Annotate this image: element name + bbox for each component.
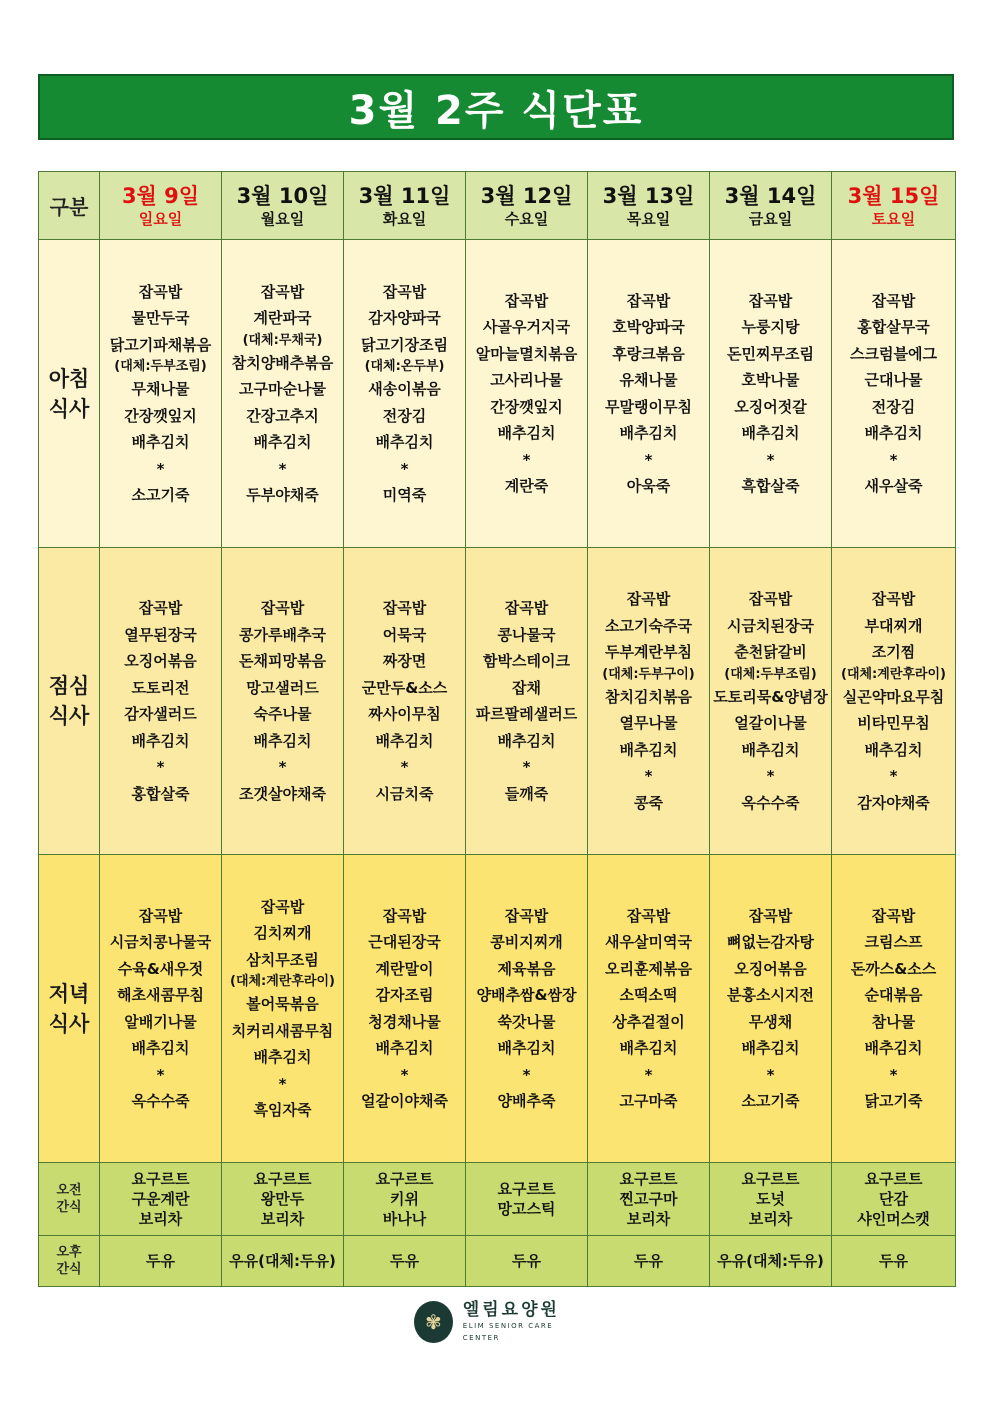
day-weekday: 토요일 <box>871 209 916 228</box>
menu-item: 배추김치 <box>131 731 190 750</box>
snack-label <box>39 1163 100 1236</box>
menu-item: 홍합살무국 <box>857 318 930 336</box>
snack-item: 요구르트 <box>741 1170 800 1188</box>
snack-item: 도넛 <box>756 1190 785 1208</box>
menu-item: 잡곡밥 <box>260 599 305 617</box>
menu-item: 알배기나물 <box>124 1012 197 1031</box>
day-date: 3월 13일 <box>602 183 695 208</box>
day-date: 3월 14일 <box>724 183 817 208</box>
menu-item: 호박양파국 <box>612 318 685 336</box>
menu-item: 잡곡밥 <box>138 906 183 925</box>
snack-cell <box>222 1163 344 1236</box>
menu-item: 배추김치 <box>864 424 923 442</box>
menu-item: * <box>644 767 653 785</box>
menu-item: * <box>889 767 898 785</box>
snack-cell <box>710 1163 832 1236</box>
logo <box>414 1301 584 1343</box>
breakfast-row <box>39 240 956 548</box>
menu-item: 배추김치 <box>375 731 434 750</box>
menu-cell <box>588 240 710 548</box>
menu-item: 볼어묵볶음 <box>246 995 319 1013</box>
menu-item: 콩나물국 <box>497 625 556 644</box>
menu-item: 무말랭이무침 <box>605 397 692 416</box>
snack-item: 찐고구마 <box>619 1190 678 1208</box>
menu-item: 숙주나물 <box>253 705 312 723</box>
menu-item: * <box>766 767 775 785</box>
day-header <box>222 172 344 240</box>
day-weekday: 화요일 <box>382 209 427 228</box>
snack-item: 구운계란 <box>131 1190 190 1208</box>
menu-item: * <box>644 1065 653 1084</box>
menu-cell <box>466 855 588 1163</box>
menu-item: 얼갈이나물 <box>734 714 807 732</box>
menu-item: 닭고기죽 <box>864 1092 923 1110</box>
menu-item: 오징어젓갈 <box>734 397 807 416</box>
menu-cell <box>100 240 222 548</box>
logo-name-ko: 엘림요양원 <box>462 1300 560 1320</box>
menu-item: 고구마순나물 <box>239 380 326 398</box>
snack-item: 단감 <box>879 1190 908 1208</box>
menu-item: 해초새콤무침 <box>117 986 204 1004</box>
menu-item: 잡곡밥 <box>748 590 793 608</box>
menu-item: 시금치된장국 <box>727 616 814 635</box>
menu-item: 콩죽 <box>634 793 663 812</box>
meal-label <box>39 240 100 548</box>
day-date: 3월 11일 <box>358 183 451 208</box>
menu-item: * <box>156 1065 165 1084</box>
menu-item: 부대찌개 <box>864 616 923 635</box>
day-weekday: 수요일 <box>504 209 549 228</box>
menu-item: * <box>156 758 165 776</box>
menu-item: 고구마죽 <box>619 1092 678 1110</box>
menu-item: 감자조림 <box>375 986 434 1004</box>
menu-item: 닭고기장조림 <box>361 335 448 354</box>
menu-item: * <box>278 459 287 478</box>
day-date: 3월 9일 <box>121 183 200 208</box>
menu-item: * <box>522 1065 531 1084</box>
dinner-row <box>39 855 956 1163</box>
page-title: 3월 2주 식단표 <box>348 87 644 134</box>
menu-item: 배추김치 <box>741 1039 800 1057</box>
menu-item: 도토리묵&양념장 <box>713 687 828 706</box>
menu-item: 돈채피망볶음 <box>239 652 326 670</box>
snack-cell <box>222 1236 344 1287</box>
snack-cell <box>466 1163 588 1236</box>
menu-item: 전장김 <box>382 406 427 425</box>
menu-item: 잡곡밥 <box>382 282 427 301</box>
menu-item: 소고기죽 <box>131 486 190 504</box>
menu-item: 옥수수죽 <box>131 1092 190 1110</box>
menu-cell <box>832 548 956 855</box>
menu-item: 오징어볶음 <box>734 959 807 978</box>
menu-item: (대체:무채국) <box>242 332 323 348</box>
menu-cell <box>588 855 710 1163</box>
menu-item: 돈민찌무조림 <box>727 344 814 363</box>
menu-item: 배추김치 <box>741 424 800 442</box>
menu-item: 분홍소시지전 <box>727 986 814 1004</box>
menu-item: 흑합살죽 <box>741 477 800 495</box>
menu-item: 계란파국 <box>253 309 312 327</box>
logo-name-en: ELIM SENIOR CARE CENTER <box>462 1322 554 1342</box>
snack-item: 두유 <box>146 1251 175 1270</box>
menu-item: 크림스프 <box>864 933 923 951</box>
menu-cell <box>222 855 344 1163</box>
menu-item: 비타민무침 <box>857 714 930 732</box>
menu-item: 옥수수죽 <box>741 793 800 812</box>
menu-item: 배추김치 <box>864 740 923 759</box>
menu-item: (대체:계란후라이) <box>841 666 946 682</box>
menu-item: 김치찌개 <box>253 924 312 942</box>
menu-item: 감자샐러드 <box>124 705 197 723</box>
menu-item: 배추김치 <box>497 1039 556 1057</box>
menu-item: 참나물 <box>871 1012 916 1031</box>
day-date: 3월 15일 <box>847 183 940 208</box>
snack-label-top: 오후 <box>56 1245 82 1260</box>
menu-item: 배추김치 <box>497 731 556 750</box>
meal-label-bottom: 식사 <box>48 1011 90 1036</box>
meal-label <box>39 855 100 1163</box>
menu-item: 시금치죽 <box>375 784 434 803</box>
menu-item: 홍합살죽 <box>131 784 190 803</box>
menu-item: 잡곡밥 <box>138 599 183 617</box>
snack-item: 바나나 <box>382 1210 427 1228</box>
menu-item: 아욱죽 <box>626 477 671 495</box>
menu-item: 배추김치 <box>497 424 556 442</box>
menu-cell <box>588 548 710 855</box>
menu-item: * <box>522 758 531 776</box>
menu-cell <box>222 240 344 548</box>
menu-item: 어묵국 <box>382 625 427 644</box>
menu-item: 잡곡밥 <box>504 599 549 617</box>
menu-item: 오리훈제볶음 <box>605 959 692 978</box>
menu-item: * <box>156 459 165 478</box>
menu-item: 무생채 <box>748 1012 793 1031</box>
menu-item: 뼈없는감자탕 <box>727 933 814 951</box>
menu-cell <box>100 855 222 1163</box>
snack-label <box>39 1236 100 1287</box>
menu-item: 계란말이 <box>375 959 434 978</box>
menu-item: 감자양파국 <box>368 309 441 327</box>
header-label: 구분 <box>39 172 100 240</box>
snack-cell <box>832 1236 956 1287</box>
menu-item: 닭고기파채볶음 <box>109 335 212 354</box>
snack-item: 요구르트 <box>375 1170 434 1188</box>
menu-item: 잡곡밥 <box>871 291 916 310</box>
menu-item: 청경채나물 <box>368 1012 441 1031</box>
menu-item: * <box>400 459 409 478</box>
snack-item: 우유(대체:두유) <box>229 1251 336 1270</box>
menu-item: 근대나물 <box>864 371 923 389</box>
menu-item: 물만두국 <box>131 309 190 327</box>
menu-item: 배추김치 <box>253 731 312 750</box>
menu-item: 간장고추지 <box>246 406 319 425</box>
menu-item: 실곤약마요무침 <box>842 687 945 706</box>
menu-item: 배추김치 <box>619 1039 678 1057</box>
menu-item: (대체:두부구이) <box>602 666 695 682</box>
menu-item: 잡곡밥 <box>871 590 916 608</box>
snack-cell <box>832 1163 956 1236</box>
snack-cell <box>344 1163 466 1236</box>
menu-item: 잡곡밥 <box>748 906 793 925</box>
day-weekday: 금요일 <box>748 209 793 228</box>
menu-item: 돈까스&소스 <box>850 959 937 978</box>
menu-item: 망고샐러드 <box>246 678 319 697</box>
snack-item: 보리차 <box>626 1210 671 1228</box>
menu-item: * <box>766 1065 775 1084</box>
lunch-row <box>39 548 956 855</box>
meal-label-bottom: 식사 <box>48 396 90 421</box>
menu-item: * <box>400 758 409 776</box>
am-snack-row <box>39 1163 956 1236</box>
menu-item: 콩비지찌개 <box>490 933 563 951</box>
menu-item: 간장깻잎지 <box>124 406 197 425</box>
day-header <box>344 172 466 240</box>
menu-item: 배추김치 <box>131 1039 190 1057</box>
snack-item: 요구르트 <box>131 1170 190 1188</box>
wheat-icon: ✾ <box>414 1301 453 1343</box>
menu-item: 누룽지탕 <box>741 318 800 336</box>
menu-item: (대체:두부조림) <box>114 359 207 374</box>
day-weekday: 일요일 <box>138 209 183 228</box>
menu-item: 순대볶음 <box>864 986 923 1004</box>
menu-item: 짜사이무침 <box>368 705 441 723</box>
menu-item: * <box>278 1074 287 1093</box>
menu-item: 수육&새우젓 <box>117 959 204 978</box>
menu-item: 잡곡밥 <box>504 906 549 925</box>
header-row <box>39 172 956 240</box>
menu-cell <box>344 855 466 1163</box>
menu-cell <box>344 548 466 855</box>
day-header <box>832 172 956 240</box>
snack-item: 보리차 <box>260 1210 305 1228</box>
menu-item: 잡곡밥 <box>382 599 427 617</box>
menu-item: 스크럼블에그 <box>850 344 937 363</box>
menu-item: 잡곡밥 <box>626 590 671 608</box>
menu-item: 배추김치 <box>619 740 678 759</box>
menu-item: 잡곡밥 <box>626 906 671 925</box>
menu-item: 전장김 <box>871 397 916 416</box>
snack-label-bottom: 간식 <box>56 1200 82 1215</box>
menu-item: 조기찜 <box>871 643 916 661</box>
title-bar <box>38 74 954 140</box>
menu-cell <box>832 855 956 1163</box>
day-weekday: 월요일 <box>260 209 305 228</box>
menu-item: 감자야채죽 <box>857 793 930 812</box>
menu-cell <box>222 548 344 855</box>
snack-cell <box>466 1236 588 1287</box>
menu-item: 잡곡밥 <box>504 291 549 310</box>
menu-item: 배추김치 <box>864 1039 923 1057</box>
menu-item: 두부계란부침 <box>605 643 692 661</box>
day-header <box>466 172 588 240</box>
menu-item: (대체:계란후라이) <box>230 974 335 989</box>
snack-item: 키위 <box>390 1190 419 1208</box>
snack-label-top: 오전 <box>56 1183 82 1198</box>
menu-item: 열무나물 <box>619 714 678 732</box>
menu-item: 소떡소떡 <box>619 986 678 1004</box>
menu-item: 잡곡밥 <box>138 282 183 301</box>
menu-item: 새우살죽 <box>864 477 923 495</box>
menu-cell <box>466 548 588 855</box>
snack-item: 두유 <box>634 1251 663 1270</box>
weekly-menu-table <box>38 171 956 1287</box>
menu-item: 근대된장국 <box>368 933 441 951</box>
menu-cell <box>832 240 956 548</box>
menu-item: * <box>889 450 898 469</box>
menu-item: (대체:두부조림) <box>724 666 817 682</box>
menu-item: 소고기숙주국 <box>605 616 692 635</box>
menu-item: 춘천닭갈비 <box>734 643 807 661</box>
menu-item: * <box>889 1065 898 1084</box>
menu-item: * <box>766 450 775 469</box>
snack-item: 요구르트 <box>253 1170 312 1188</box>
menu-cell <box>100 548 222 855</box>
meal-label-top: 아침 <box>48 366 90 391</box>
day-date: 3월 12일 <box>480 183 573 208</box>
menu-item: 조갯살야채죽 <box>239 784 326 803</box>
menu-item: 소고기죽 <box>741 1092 800 1110</box>
menu-item: 오징어볶음 <box>124 652 197 670</box>
menu-item: 들깨죽 <box>504 784 549 803</box>
menu-item: 군만두&소스 <box>361 678 448 697</box>
snack-cell <box>100 1163 222 1236</box>
menu-item: 잡곡밥 <box>871 906 916 925</box>
snack-item: 샤인머스캣 <box>857 1210 930 1228</box>
day-header <box>588 172 710 240</box>
menu-item: 새송이볶음 <box>368 380 441 398</box>
menu-item: 잡곡밥 <box>626 291 671 310</box>
snack-cell <box>588 1163 710 1236</box>
menu-item: 도토리전 <box>131 678 190 697</box>
snack-cell <box>588 1236 710 1287</box>
menu-item: * <box>522 450 531 469</box>
menu-item: 배추김치 <box>741 740 800 759</box>
snack-item: 보리차 <box>138 1210 183 1228</box>
menu-item: 배추김치 <box>375 433 434 451</box>
menu-item: * <box>644 450 653 469</box>
menu-item: 유채나물 <box>619 371 678 389</box>
menu-item: 잡곡밥 <box>260 282 305 301</box>
menu-item: * <box>278 758 287 776</box>
snack-item: 두유 <box>879 1251 908 1270</box>
menu-item: 잡곡밥 <box>748 291 793 310</box>
menu-item: 잡곡밥 <box>260 897 305 916</box>
meal-label-top: 저녁 <box>48 981 90 1006</box>
menu-item: 잡곡밥 <box>382 906 427 925</box>
menu-item: 잡채 <box>512 678 541 697</box>
menu-item: 함박스테이크 <box>483 652 570 670</box>
snack-item: 망고스틱 <box>497 1200 556 1218</box>
menu-cell <box>710 855 832 1163</box>
menu-item: 배추김치 <box>619 424 678 442</box>
menu-item: 배추김치 <box>375 1039 434 1057</box>
menu-item: 양배추죽 <box>497 1092 556 1110</box>
meal-label-bottom: 식사 <box>48 704 90 728</box>
menu-item: 열무된장국 <box>124 625 197 644</box>
menu-item: * <box>400 1065 409 1084</box>
menu-item: 배추김치 <box>253 1048 312 1066</box>
menu-item: 호박나물 <box>741 371 800 389</box>
menu-cell <box>466 240 588 548</box>
menu-item: 콩가루배추국 <box>239 625 326 644</box>
meal-label-top: 점심 <box>48 674 90 698</box>
snack-item: 요구르트 <box>864 1170 923 1188</box>
day-date: 3월 10일 <box>236 183 329 208</box>
menu-item: 삼치무조림 <box>246 950 319 969</box>
snack-item: 두유 <box>512 1251 541 1270</box>
snack-item: 요구르트 <box>619 1170 678 1188</box>
day-header <box>100 172 222 240</box>
menu-item: 치커리새콤무침 <box>231 1021 334 1040</box>
menu-cell <box>344 240 466 548</box>
menu-item: 제육볶음 <box>497 959 556 978</box>
meal-label <box>39 548 100 855</box>
menu-item: 짜장면 <box>382 652 427 670</box>
menu-cell <box>710 240 832 548</box>
menu-item: 참치김치볶음 <box>605 687 692 706</box>
menu-item: 파르팔레샐러드 <box>475 705 578 723</box>
menu-item: 얼갈이야채죽 <box>361 1092 448 1110</box>
menu-item: 쑥갓나물 <box>497 1012 556 1031</box>
menu-item: 간장깻잎지 <box>490 397 563 416</box>
snack-label-bottom: 간식 <box>56 1262 82 1277</box>
snack-item: 두유 <box>390 1251 419 1270</box>
menu-item: 배추김치 <box>131 433 190 451</box>
menu-item: 후랑크볶음 <box>612 344 685 363</box>
menu-item: 참치양배추볶음 <box>231 353 334 372</box>
day-weekday: 목요일 <box>626 209 671 228</box>
menu-item: 양배추쌈&쌈장 <box>476 986 577 1004</box>
menu-item: 흑임자죽 <box>253 1101 312 1119</box>
menu-item: 사골우거지국 <box>483 318 570 336</box>
menu-item: 새우살미역국 <box>605 933 692 951</box>
logo-text <box>463 1300 584 1344</box>
menu-item: 미역죽 <box>382 486 427 504</box>
snack-cell <box>710 1236 832 1287</box>
menu-item: 상추겉절이 <box>612 1012 685 1031</box>
menu-item: (대체:온두부) <box>364 359 445 374</box>
pm-snack-row <box>39 1236 956 1287</box>
menu-item: 알마늘멸치볶음 <box>475 344 578 363</box>
menu-item: 고사리나물 <box>490 371 563 389</box>
snack-item: 보리차 <box>748 1210 793 1228</box>
menu-item: 배추김치 <box>253 433 312 451</box>
menu-item: 무채나물 <box>131 380 190 398</box>
snack-item: 왕만두 <box>260 1190 305 1208</box>
day-header <box>710 172 832 240</box>
menu-cell <box>710 548 832 855</box>
snack-item: 우유(대체:두유) <box>717 1251 824 1270</box>
menu-item: 계란죽 <box>504 477 549 495</box>
menu-item: 시금치콩나물국 <box>109 933 212 951</box>
menu-item: 두부야채죽 <box>246 486 319 504</box>
snack-cell <box>100 1236 222 1287</box>
snack-cell <box>344 1236 466 1287</box>
snack-item: 요구르트 <box>497 1180 556 1198</box>
